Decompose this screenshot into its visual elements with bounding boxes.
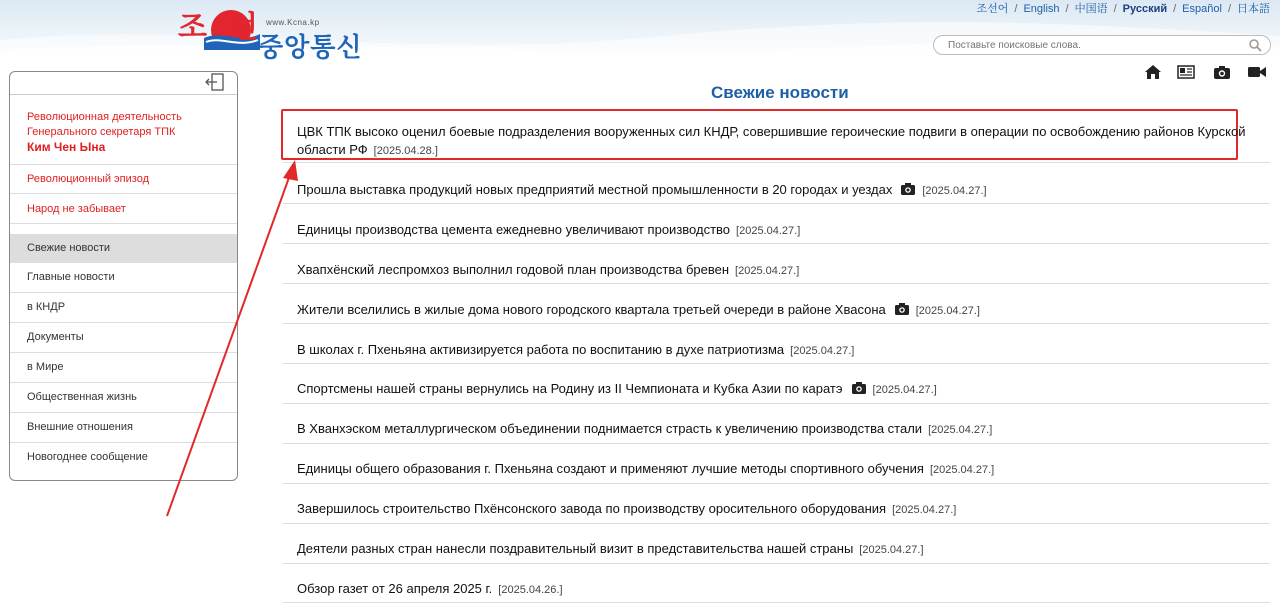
sidebar-divider <box>10 164 237 165</box>
news-date: [2025.04.27.] <box>929 464 995 476</box>
news-item[interactable] <box>283 540 1270 559</box>
news-date: [2025.04.26.] <box>498 584 563 596</box>
row-divider <box>283 243 1270 244</box>
news-title[interactable]: области РФ <box>297 142 368 157</box>
row-divider <box>283 563 1270 564</box>
sidebar-item-episode[interactable]: Революционный эпизод <box>27 173 149 185</box>
news-item[interactable] <box>283 301 1270 320</box>
sidebar-featured-line1: Революционная деятельность <box>27 111 182 123</box>
sidebar-item-documents[interactable]: Документы <box>27 331 84 343</box>
news-title[interactable]: Обзор газет от 26 апреля 2025 г. <box>297 581 493 596</box>
row-divider <box>283 283 1270 284</box>
lang-spanish[interactable]: Español <box>1182 3 1222 15</box>
news-item[interactable] <box>283 500 1270 519</box>
news-item[interactable] <box>283 420 1270 439</box>
news-title[interactable]: В школах г. Пхеньяна активизируется работа по воспитанию в духе патриотизма <box>297 342 785 357</box>
news-title[interactable]: Деятели разных стран нанесли поздравительный визит в представительства нашей страны <box>297 541 854 556</box>
camera-icon[interactable] <box>1213 64 1231 80</box>
lang-english[interactable]: English <box>1023 3 1060 15</box>
news-title[interactable]: Единицы общего образования г. Пхеньяна создают и применяют лучшие методы спортивного обучения <box>297 461 924 476</box>
sidebar-item-public-life[interactable]: Общественная жизнь <box>27 391 137 403</box>
lang-korean[interactable]: 조선어 <box>976 3 1009 15</box>
news-item[interactable] <box>283 380 1270 399</box>
page-title: Свежие новости <box>711 83 849 102</box>
row-divider <box>283 203 1270 204</box>
news-date: [2025.04.27.] <box>736 225 801 237</box>
news-title[interactable]: Жители вселились в жилые дома нового городского квартала третьей очереди в районе Хвасона <box>297 302 886 317</box>
sidebar-item-top-news[interactable]: Главные новости <box>27 271 115 283</box>
logo-korean-top: 조선 <box>178 10 280 45</box>
sidebar-item-world[interactable]: в Мире <box>27 361 64 373</box>
news-item[interactable] <box>283 221 1270 240</box>
news-item[interactable] <box>283 261 1270 280</box>
logout-icon[interactable] <box>205 73 225 91</box>
news-item[interactable] <box>283 181 1270 200</box>
sidebar-item-leader-activity[interactable] <box>10 110 237 155</box>
row-divider <box>283 403 1270 404</box>
news-date: [2025.04.27.] <box>735 265 800 277</box>
news-title[interactable]: Единицы производства цемента ежедневно увеличивают производство <box>297 222 731 237</box>
row-divider <box>283 363 1270 364</box>
news-title[interactable]: Прошла выставка продукций новых предприятий местной промышленности в 20 городах и уездах <box>297 182 893 197</box>
search-box <box>933 35 1271 55</box>
news-date: [2025.04.27.] <box>922 185 987 197</box>
sidebar <box>9 71 238 481</box>
lang-japanese[interactable]: 日本語 <box>1237 3 1270 15</box>
news-title[interactable]: В Хванхэском металлургическом объединении поднимается страсть к увеличению производства стали <box>297 421 923 436</box>
news-date: [2025.04.27.] <box>790 345 855 357</box>
sidebar-featured-line2: Генерального секретаря ТПК <box>27 126 176 138</box>
camera-icon <box>900 182 916 196</box>
language-switcher: 조선어 / English / 中国语 / Русский / Español / 日本語 <box>976 3 1270 15</box>
row-divider <box>283 162 1270 163</box>
lang-chinese[interactable]: 中国语 <box>1074 3 1108 15</box>
news-date: [2025.04.27.] <box>928 424 993 436</box>
news-item[interactable] <box>283 580 1270 599</box>
sidebar-item-new-year-message[interactable]: Новогоднее сообщение <box>27 451 148 463</box>
newspaper-icon[interactable] <box>1177 64 1195 80</box>
row-divider <box>283 523 1270 524</box>
sidebar-item-dprk[interactable]: в КНДР <box>27 301 66 313</box>
news-date: [2025.04.28.] <box>373 145 438 157</box>
row-divider <box>283 443 1270 444</box>
video-icon[interactable] <box>1247 64 1267 80</box>
search-icon[interactable] <box>1248 38 1262 52</box>
sidebar-divider <box>10 223 237 224</box>
news-item[interactable] <box>283 123 1270 160</box>
camera-icon <box>894 302 910 316</box>
news-item[interactable] <box>283 341 1270 360</box>
search-input[interactable] <box>946 37 1240 54</box>
sidebar-item-latest-news[interactable]: Свежие новости <box>10 234 237 263</box>
lang-russian[interactable]: Русский <box>1122 3 1168 15</box>
news-date: [2025.04.27.] <box>915 305 980 317</box>
sidebar-divider <box>10 94 237 95</box>
news-title[interactable]: Завершилось строительство Пхёнсонского завода по производству оросительного оборудования <box>297 501 887 516</box>
sidebar-featured-name: Ким Чен Ына <box>27 140 106 154</box>
news-date: [2025.04.27.] <box>892 504 957 516</box>
home-icon[interactable] <box>1144 64 1162 80</box>
sidebar-divider <box>10 193 237 194</box>
media-icons <box>1144 64 1270 82</box>
sidebar-item-external-relations[interactable]: Внешние отношения <box>27 421 133 433</box>
news-date: [2025.04.27.] <box>872 384 937 396</box>
logo-korean-bottom: 중앙통신 <box>258 33 363 62</box>
news-item[interactable] <box>283 460 1270 479</box>
sidebar-item-people-remember[interactable]: Народ не забывает <box>27 203 126 215</box>
camera-icon <box>851 381 867 395</box>
news-date: [2025.04.27.] <box>859 544 924 556</box>
row-divider <box>283 483 1270 484</box>
row-divider <box>283 323 1270 324</box>
news-title[interactable]: Хвапхёнский леспромхоз выполнил годовой план производства бревен <box>297 262 730 277</box>
news-title[interactable]: ЦВК ТПК высоко оценил боевые подразделения вооруженных сил КНДР, совершившие героические подвиги в операции по освобождению районов Курской <box>297 124 1246 139</box>
site-header <box>0 0 1280 62</box>
row-divider <box>283 602 1270 603</box>
logo-site-url: www.Kcna.kp <box>266 18 320 27</box>
news-title[interactable]: Спортсмены нашей страны вернулись на Родину из II Чемпионата и Кубка Азии по каратэ <box>297 381 843 396</box>
